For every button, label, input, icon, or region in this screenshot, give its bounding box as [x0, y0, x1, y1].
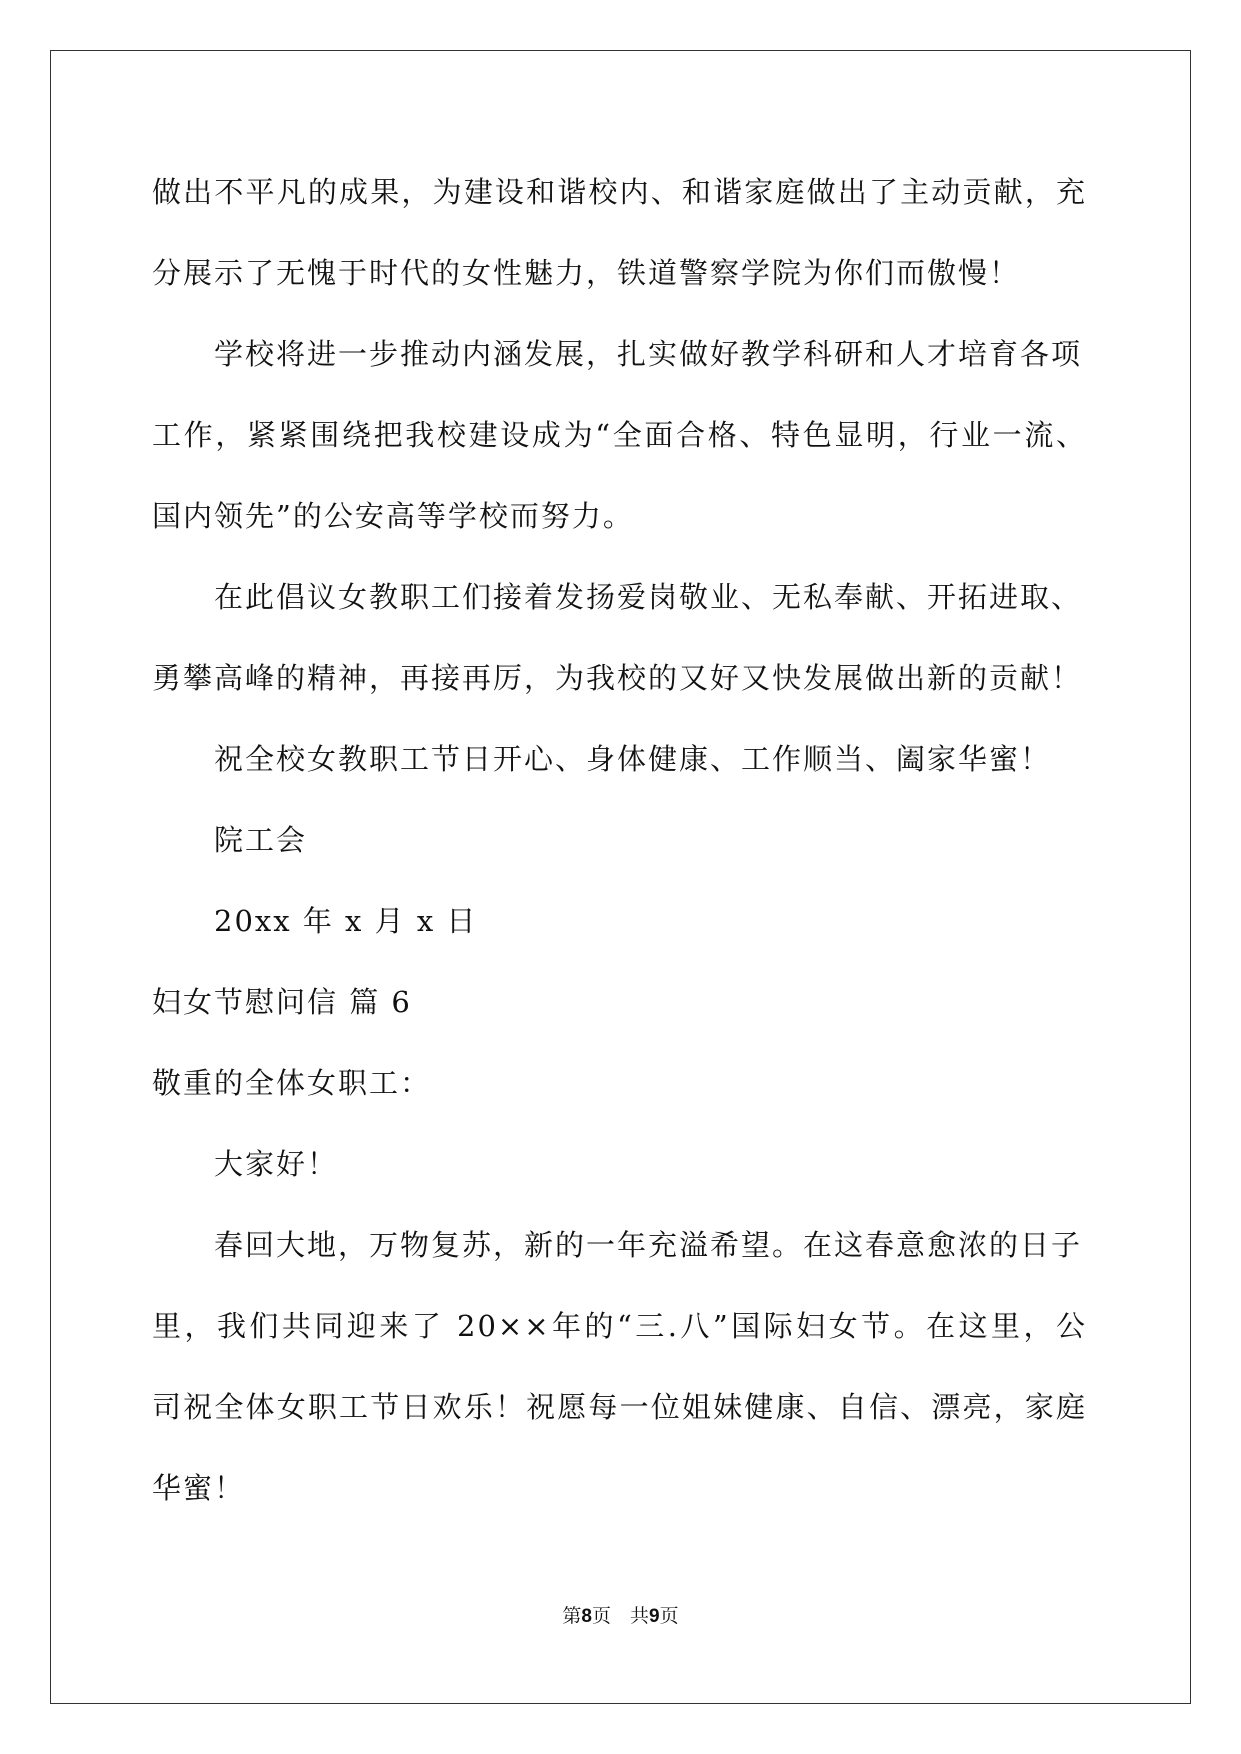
signature-org: 院工会 [214, 823, 308, 857]
paragraph-line: 华蜜！ [152, 1471, 246, 1505]
paragraph-line: 学校将进一步推动内涵发展，扎实做好教学科研和人才培育各项 [214, 337, 1083, 371]
page-total: 9 [649, 1606, 660, 1627]
signature-date: 20xx 年 x 月 x 日 [214, 904, 478, 938]
paragraph-line: 在此倡议女教职工们接着发扬爱岗敬业、无私奉献、开拓进取、 [214, 580, 1083, 614]
page-border [50, 50, 1191, 1704]
page-suffix: 页 [659, 1605, 679, 1627]
paragraph-line: 里，我们共同迎来了 20××年的“三.八”国际妇女节。在这里，公 [152, 1309, 1087, 1343]
page-current: 8 [581, 1606, 592, 1627]
page-number [0, 1604, 1241, 1629]
section-title: 妇女节慰问信 篇 6 [152, 985, 412, 1019]
paragraph-line: 做出不平凡的成果，为建设和谐校内、和谐家庭做出了主动贡献，充 [152, 175, 1087, 209]
paragraph-line: 勇攀高峰的精神，再接再厉，为我校的又好又快发展做出新的贡献！ [152, 661, 1083, 695]
paragraph-line: 分展示了无愧于时代的女性魅力，铁道警察学院为你们而傲慢！ [152, 256, 1021, 290]
paragraph-line: 春回大地，万物复苏，新的一年充溢希望。在这春意愈浓的日子 [214, 1228, 1083, 1262]
page-mid: 页 共 [591, 1605, 649, 1627]
paragraph-line: 工作，紧紧围绕把我校建设成为“全面合格、特色显明，行业一流、 [152, 418, 1087, 452]
salutation: 敬重的全体女职工： [152, 1066, 432, 1100]
page-prefix: 第 [562, 1605, 582, 1627]
paragraph-line: 祝全校女教职工节日开心、身体健康、工作顺当、阖家华蜜！ [214, 742, 1052, 776]
greeting: 大家好！ [214, 1147, 339, 1181]
paragraph-line: 司祝全体女职工节日欢乐！祝愿每一位姐妹健康、自信、漂亮，家庭 [152, 1390, 1087, 1424]
paragraph-line: 国内领先”的公安高等学校而努力。 [152, 499, 634, 533]
